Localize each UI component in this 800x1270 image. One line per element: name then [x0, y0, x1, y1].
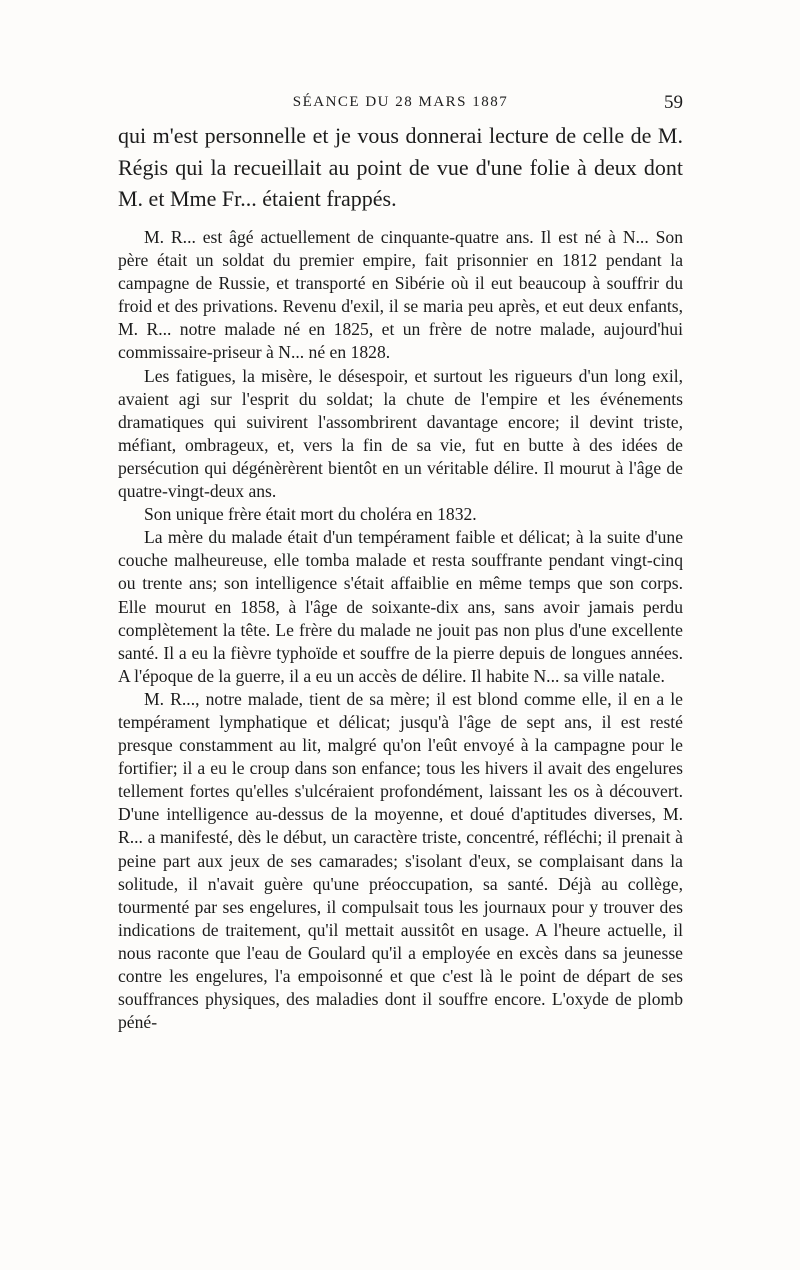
case-paragraph-uncle: Son unique frère était mort du choléra en 1832.: [144, 504, 477, 525]
case-report-body: [118, 226, 683, 1034]
case-paragraph-father: Les fatigues, la misère, le désespoir, et surtout les rigueurs d'un long exil, avaient agi sur l'esprit du soldat; la chute de l'empire et les événements dramatiques qui suivirent l'assombrirent davantage encore; il devint triste, méfiant, ombrageux, et, vers la fin de sa vie, fut en butte à des idées de persécution qui dégénèrèrent bientôt en un véritable délire. Il mourut à l'âge de quatre-vingt-deux ans.: [118, 365, 683, 502]
intro-paragraph-block: [118, 120, 683, 215]
running-head: SÉANCE DU 28 MARS 1887: [292, 94, 509, 110]
case-paragraph-patient: M. R..., notre malade, tient de sa mère; il est blond comme elle, il en a le tempérament lymphatique et délicat; jusqu'à l'âge de sept ans, il est resté presque constamment au lit, malgré qu'on l'eût envoyé à la campagne pour le fortifier; il a eu le croup dans son enfance; tous les hivers il avait des engelures tellement fortes qu'elles s'ulcéraient profondément, laissant les os à découvert. D'une intelligence au-dessus de la moyenne, et doué d'aptitudes diverses, M. R... a manifesté, dès le début, un caractère triste, concentré, réfléchi; il prenait à peine part aux jeux de ses camarades; s'isolant d'eux, se complaisant dans la solitude, il n'avait guère qu'une préoccupation, sa santé. Déjà au collège, tourmenté par ses engelures, il compulsait tous les journaux pour y trouver des indications de traitement, qu'il mettait aussitôt en usage. A l'heure actuelle, il nous raconte que l'eau de Goulard qu'il a employée en excès dans sa jeunesse contre les engelures, l'a empoisonné et que c'est là le point de départ de ses souffrances physiques, des maladies dont il souffre encore. L'oxyde de plomb péné-: [118, 688, 683, 1033]
intro-paragraph: qui m'est personnelle et je vous donnerai lecture de celle de M. Régis qui la recueillait au point de vue d'une folie à deux dont M. et Mme Fr... étaient frappés.: [118, 123, 683, 211]
page-number: 59: [664, 92, 683, 113]
case-paragraph-mother: La mère du malade était d'un tempérament faible et délicat; à la suite d'une couche malheureuse, elle tomba malade et resta souffrante pendant vingt-cinq ou trente ans; son intelligence s'était affaiblie en même temps que son corps. Elle mourut en 1858, à l'âge de soixante-dix ans, sans avoir jamais perdu complètement la tête. Le frère du malade ne jouit pas non plus d'une excellente santé. Il a eu la fièvre typhoïde et souffre de la pierre depuis de longues années. A l'époque de la guerre, il a eu un accès de délire. Il habite N... sa ville natale.: [118, 527, 683, 686]
page-header: [118, 92, 683, 118]
case-paragraph-family: M. R... est âgé actuellement de cinquante-quatre ans. Il est né à N... Son père était un soldat du premier empire, fait prisonnier en 1812 pendant la campagne de Russie, et transporté en Sibérie où il eut beaucoup à souffrir du froid et des privations. Revenu d'exil, il se maria peu après, et eut deux enfants, M. R... notre malade né en 1825, et un frère de notre malade, aujourd'hui commissaire-priseur à N... né en 1828.: [118, 227, 683, 363]
